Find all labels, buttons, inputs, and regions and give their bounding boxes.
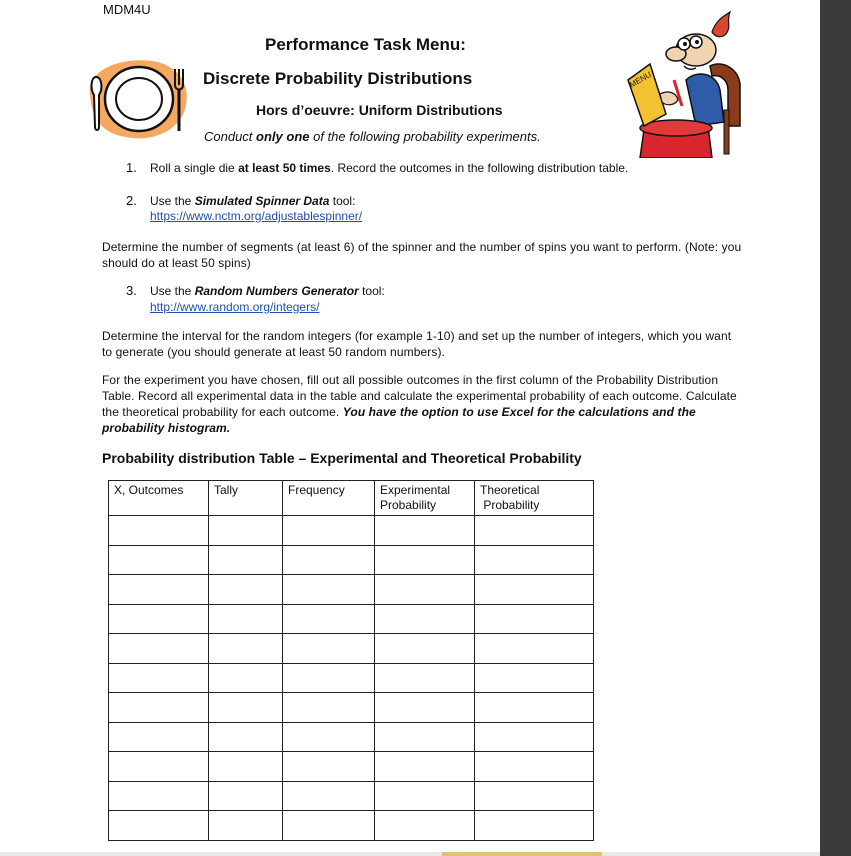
table-cell[interactable] [475, 634, 594, 664]
option-3-pre: Use the [150, 284, 195, 298]
table-cell[interactable] [209, 722, 283, 752]
table-cell[interactable] [109, 693, 209, 723]
table-cell[interactable] [283, 722, 375, 752]
table-cell[interactable] [209, 604, 283, 634]
table-cell[interactable] [375, 811, 475, 841]
table-cell[interactable] [475, 604, 594, 634]
instruction-line [204, 129, 541, 144]
table-cell[interactable] [109, 575, 209, 605]
menu-sign-text: MENU [628, 69, 653, 90]
plate-cutlery-icon [82, 55, 190, 141]
table-cell[interactable] [109, 516, 209, 546]
table-cell[interactable] [475, 781, 594, 811]
probability-distribution-table [108, 480, 594, 841]
option-3-number: 3. [126, 283, 137, 298]
table-cell[interactable] [375, 781, 475, 811]
option-2-bold: Simulated Spinner Data [194, 194, 330, 208]
table-cell[interactable] [109, 811, 209, 841]
table-cell[interactable] [109, 634, 209, 664]
table-cell[interactable] [209, 545, 283, 575]
table-cell[interactable] [209, 575, 283, 605]
table-row [109, 693, 594, 723]
table-cell[interactable] [475, 752, 594, 782]
option-2-post: tool: [329, 194, 356, 208]
table-cell[interactable] [375, 604, 475, 634]
page-title-line1: Performance Task Menu: [265, 35, 466, 54]
instruction-bold: only one [256, 129, 310, 144]
table-row [109, 811, 594, 841]
option-3-bold: Random Numbers Generator [194, 284, 359, 298]
option-2-text [150, 194, 355, 208]
table-cell[interactable] [209, 634, 283, 664]
table-row [109, 634, 594, 664]
spinner-link[interactable]: https://www.nctm.org/adjustablespinner/ [150, 209, 363, 223]
table-cell[interactable] [375, 545, 475, 575]
col-header-theoretical: Theoretical Probability [475, 481, 594, 516]
instruction-pre: Conduct [204, 129, 257, 144]
table-row [109, 604, 594, 634]
table-cell[interactable] [283, 634, 375, 664]
table-cell[interactable] [283, 604, 375, 634]
final-instruction-bold: You have the option to use Excel for the calculations and the probability histogram. [102, 405, 696, 435]
table-cell[interactable] [375, 634, 475, 664]
table-cell[interactable] [475, 575, 594, 605]
table-cell[interactable] [209, 693, 283, 723]
option-1-text [150, 161, 628, 175]
table-cell[interactable] [283, 811, 375, 841]
table-cell[interactable] [209, 752, 283, 782]
col-header-experimental: Experimental Probability [375, 481, 475, 516]
table-cell[interactable] [109, 752, 209, 782]
option-1-post: . Record the outcomes in the following distribution table. [330, 161, 629, 175]
col-header-outcomes: X, Outcomes [109, 481, 209, 516]
man-reading-menu-icon [604, 10, 744, 158]
table-cell[interactable] [475, 811, 594, 841]
table-cell[interactable] [209, 516, 283, 546]
table-heading: Probability distribution Table – Experimental and Theoretical Probability [102, 450, 582, 466]
table-row [109, 663, 594, 693]
table-cell[interactable] [375, 516, 475, 546]
table-cell[interactable] [283, 781, 375, 811]
table-cell[interactable] [475, 516, 594, 546]
table-cell[interactable] [109, 604, 209, 634]
table-cell[interactable] [475, 545, 594, 575]
table-row [109, 752, 594, 782]
table-cell[interactable] [209, 781, 283, 811]
table-row [109, 516, 594, 546]
random-note: Determine the interval for the random integers (for example 1-10) and set up the number of integers, which you want to generate (you should generate at least 50 random numbers). [102, 329, 732, 359]
option-1-pre: Roll a single die [150, 161, 239, 175]
option-2-number: 2. [126, 193, 137, 208]
final-instruction [102, 372, 742, 436]
option-3-text [150, 284, 385, 298]
table-cell[interactable] [375, 722, 475, 752]
table-cell[interactable] [375, 693, 475, 723]
viewer-right-margin [820, 0, 851, 856]
table-cell[interactable] [209, 663, 283, 693]
course-code: MDM4U [103, 2, 151, 17]
option-2-pre: Use the [150, 194, 195, 208]
section-subtitle: Hors d’oeuvre: Uniform Distributions [256, 102, 503, 118]
col-header-tally: Tally [209, 481, 283, 516]
page-title-line2: Discrete Probability Distributions [203, 69, 473, 88]
random-org-link[interactable]: http://www.random.org/integers/ [150, 300, 320, 314]
table-cell[interactable] [209, 811, 283, 841]
table-row [109, 781, 594, 811]
final-instruction-text: For the experiment you have chosen, fill out all possible outcomes in the first column of the Probability Distribution Table. Record all experimental data in the table and calculate the experimental probability of each outcome. Calculate the theoretical probability for each outcome. [102, 373, 737, 419]
table-cell[interactable] [475, 693, 594, 723]
viewer-bottom-edge [0, 852, 820, 856]
table-cell[interactable] [109, 781, 209, 811]
option-1-bold: at least 50 times [238, 161, 331, 175]
table-cell[interactable] [283, 752, 375, 782]
table-row [109, 575, 594, 605]
table-cell[interactable] [375, 575, 475, 605]
table-cell[interactable] [375, 663, 475, 693]
table-cell[interactable] [283, 575, 375, 605]
table-row [109, 545, 594, 575]
table-row [109, 722, 594, 752]
instruction-post: of the following probability experiments. [309, 129, 541, 144]
option-1-number: 1. [126, 160, 137, 175]
col-header-frequency: Frequency [283, 481, 375, 516]
table-cell[interactable] [109, 663, 209, 693]
table-cell[interactable] [283, 693, 375, 723]
table-cell[interactable] [283, 663, 375, 693]
table-cell[interactable] [109, 722, 209, 752]
table-header-row [109, 481, 594, 516]
table-cell[interactable] [375, 752, 475, 782]
table-cell[interactable] [109, 545, 209, 575]
viewer-scroll-indicator[interactable] [442, 852, 602, 856]
table-cell[interactable] [475, 722, 594, 752]
option-3-post: tool: [358, 284, 385, 298]
spinner-note: Determine the number of segments (at least 6) of the spinner and the number of spins you want to perform. (Note: you should do at least 50 spins) [102, 240, 742, 270]
table-cell[interactable] [283, 545, 375, 575]
table-cell[interactable] [475, 663, 594, 693]
table-cell[interactable] [283, 516, 375, 546]
